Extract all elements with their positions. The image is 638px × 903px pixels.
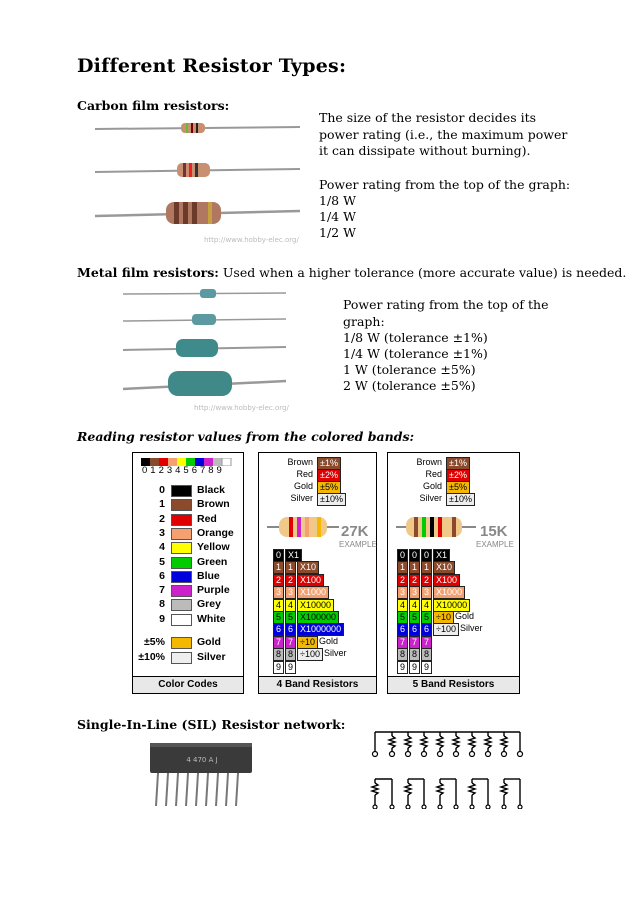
color-swatch — [171, 499, 192, 511]
band-multiplier-color: Silver — [460, 623, 483, 634]
band-value-row — [273, 561, 320, 573]
band-digit: 3 — [397, 586, 408, 599]
band-multiplier: ÷10 — [297, 636, 318, 649]
band-digit: 4 — [409, 599, 420, 612]
band-digit: 4 — [421, 599, 432, 612]
band-value-row — [273, 611, 340, 623]
four-band-panel — [258, 452, 377, 694]
tolerance-value: ±5% — [446, 481, 470, 494]
band-digit: 0 — [397, 549, 408, 562]
band-digit: 6 — [273, 623, 284, 636]
tolerance-color-name: Gold — [197, 636, 221, 648]
band-digit: 7 — [273, 636, 284, 649]
color-code-digit: 7 — [159, 584, 165, 597]
band-value-row — [273, 599, 335, 611]
band-value-row — [273, 636, 338, 648]
band-value-row — [397, 623, 483, 635]
band-digit: 3 — [409, 586, 420, 599]
band-value-row — [273, 623, 345, 635]
tolerance-value: ±5% — [317, 481, 341, 494]
band-value-row — [397, 661, 433, 673]
band-multiplier: X10 — [433, 561, 455, 574]
carbon-resistor-photo — [90, 112, 305, 247]
tolerance-color-name: Brown — [416, 457, 442, 467]
band-digit: 8 — [421, 648, 432, 661]
band-digit: 4 — [397, 599, 408, 612]
five-band-example-label: EXAMPLE — [476, 540, 514, 549]
band-digit: 0 — [421, 549, 432, 562]
color-code-name: Yellow — [197, 541, 230, 554]
band-digit: 6 — [409, 623, 420, 636]
color-code-digit: 8 — [159, 598, 165, 611]
color-code-name: Orange — [197, 526, 234, 539]
band-digit: 2 — [421, 574, 432, 587]
color-codes-footer: Color Codes — [133, 676, 243, 693]
color-code-name: Red — [197, 512, 217, 525]
band-value-row — [273, 648, 347, 660]
band-value-row — [273, 549, 303, 561]
band-multiplier: X1000000 — [297, 623, 344, 636]
band-digit: 3 — [285, 586, 296, 599]
band-digit: 6 — [421, 623, 432, 636]
color-swatch — [171, 542, 192, 554]
color-code-name: Green — [197, 555, 228, 568]
five-band-footer: 5 Band Resistors — [388, 676, 519, 693]
color-swatch — [171, 557, 192, 569]
band-digit: 3 — [273, 586, 284, 599]
carbon-rating-2: 1/4 W — [319, 209, 356, 224]
color-swatch — [171, 528, 192, 540]
digit-row: 0123456789 — [142, 465, 225, 476]
carbon-rating-intro: Power rating from the top of the graph: — [319, 177, 571, 192]
band-multiplier: X1 — [433, 549, 450, 562]
color-code-digit: 1 — [159, 498, 165, 511]
page-title: Different Resistor Types: — [77, 55, 347, 77]
band-digit: 5 — [397, 611, 408, 624]
band-digit: 8 — [397, 648, 408, 661]
tolerance-value: ±2% — [446, 469, 470, 482]
band-digit: 1 — [285, 561, 296, 574]
tolerance-color-name: Red — [296, 469, 313, 479]
color-code-digit: 2 — [159, 512, 165, 525]
band-value-row — [397, 599, 471, 611]
band-value-row — [273, 574, 325, 586]
band-digit: 9 — [421, 661, 432, 674]
color-code-name: Grey — [197, 598, 221, 611]
band-digit: 5 — [273, 611, 284, 624]
band-digit: 7 — [285, 636, 296, 649]
band-digit: 1 — [397, 561, 408, 574]
band-digit: 5 — [409, 611, 420, 624]
color-code-digit: 9 — [159, 612, 165, 625]
tolerance-value: ±10% — [446, 493, 475, 506]
color-code-digit: 4 — [159, 541, 165, 554]
color-swatch — [171, 585, 192, 597]
tolerance-value: ±10% — [317, 493, 346, 506]
color-swatch — [171, 652, 192, 664]
metal-photo-credit: http://www.hobby-elec.org/ — [194, 404, 289, 412]
band-multiplier: X100 — [297, 574, 324, 587]
band-digit: 6 — [285, 623, 296, 636]
four-band-example-value: 27K — [341, 523, 369, 540]
carbon-description: The size of the resistor decides its power rating (i.e., the maximum power it can dissipate without burning). — [319, 110, 568, 158]
band-digit: 4 — [273, 599, 284, 612]
band-multiplier: ÷10 — [433, 611, 454, 624]
four-band-resistor-drawing — [267, 511, 339, 543]
tolerance-color-name: Gold — [422, 481, 442, 491]
color-code-name: Black — [197, 484, 226, 496]
metal-description: Used when a higher tolerance (more accurate value) is needed. — [218, 265, 627, 280]
five-band-example-value: 15K — [480, 523, 508, 540]
five-band-panel — [387, 452, 520, 694]
metal-rating-2: 1/4 W (tolerance ±1%) — [343, 346, 488, 361]
band-multiplier: ÷100 — [297, 648, 323, 661]
metal-rating-3: 1 W (tolerance ±5%) — [343, 362, 476, 377]
metal-rating-intro: Power rating from the top of the graph: — [343, 297, 549, 329]
color-swatch — [171, 614, 192, 626]
band-value-row — [397, 636, 433, 648]
band-multiplier: ÷100 — [433, 623, 459, 636]
color-code-digit: 5 — [159, 555, 165, 568]
band-value-row — [397, 648, 433, 660]
reading-heading: Reading resistor values from the colored bands: — [77, 429, 415, 444]
band-digit: 7 — [409, 636, 420, 649]
carbon-photo-credit: http://www.hobby-elec.org/ — [204, 236, 299, 244]
band-digit: 2 — [285, 574, 296, 587]
band-digit: 9 — [285, 661, 296, 674]
tolerance-value: ±2% — [317, 469, 341, 482]
band-digit: 5 — [421, 611, 432, 624]
color-swatch — [171, 485, 192, 497]
band-digit: 2 — [273, 574, 284, 587]
tolerance-value: ±1% — [446, 457, 470, 470]
color-swatch — [171, 514, 192, 526]
color-code-name: Purple — [197, 584, 230, 597]
metal-rating-1: 1/8 W (tolerance ±1%) — [343, 330, 488, 345]
band-digit: 8 — [285, 648, 296, 661]
band-multiplier: X1000 — [433, 586, 465, 599]
sil-schematic — [368, 727, 528, 809]
band-digit: 3 — [421, 586, 432, 599]
color-code-name: Brown — [197, 498, 230, 511]
band-value-row — [273, 661, 297, 673]
color-code-name: Blue — [197, 569, 220, 582]
band-value-row — [273, 586, 330, 598]
sil-heading: Single-In-Line (SIL) Resistor network: — [77, 717, 346, 732]
band-digit: 1 — [273, 561, 284, 574]
tolerance-value: ±1% — [317, 457, 341, 470]
carbon-rating-1: 1/8 W — [319, 193, 356, 208]
band-multiplier: X100 — [433, 574, 460, 587]
band-multiplier-color: Silver — [324, 648, 347, 659]
band-digit: 6 — [397, 623, 408, 636]
band-digit: 7 — [397, 636, 408, 649]
metal-resistor-photo — [118, 283, 290, 413]
tolerance-value: ±10% — [138, 651, 165, 663]
color-code-digit: 3 — [159, 526, 165, 539]
band-digit: 4 — [285, 599, 296, 612]
band-digit: 2 — [409, 574, 420, 587]
color-code-digit: 0 — [159, 484, 165, 496]
band-digit: 9 — [273, 661, 284, 674]
band-multiplier: X1 — [285, 549, 302, 562]
sil-chip-label: 4 470 A J — [186, 756, 218, 764]
band-multiplier: X10000 — [297, 599, 334, 612]
metal-heading: Metal film resistors: — [77, 265, 219, 280]
band-value-row — [397, 561, 456, 573]
band-multiplier: X1000 — [297, 586, 329, 599]
band-digit: 1 — [409, 561, 420, 574]
color-swatch — [171, 637, 192, 649]
sil-chip-photo — [140, 740, 260, 812]
band-value-row — [397, 586, 466, 598]
five-band-resistor-drawing — [396, 511, 476, 543]
tolerance-color-name: Silver — [290, 493, 313, 503]
four-band-example-label: EXAMPLE — [339, 540, 377, 549]
band-digit: 0 — [273, 549, 284, 562]
color-swatch — [171, 571, 192, 583]
band-digit: 7 — [421, 636, 432, 649]
band-value-row — [397, 574, 461, 586]
color-swatch — [171, 599, 192, 611]
band-digit: 2 — [397, 574, 408, 587]
tolerance-value: ±5% — [144, 636, 165, 648]
metal-rating-4: 2 W (tolerance ±5%) — [343, 378, 476, 393]
carbon-rating-3: 1/2 W — [319, 225, 356, 240]
band-multiplier-color: Gold — [455, 611, 475, 621]
tolerance-color-name: Red — [425, 469, 442, 479]
band-value-row — [397, 611, 474, 623]
band-digit: 0 — [409, 549, 420, 562]
band-digit: 9 — [397, 661, 408, 674]
color-codes-panel — [132, 452, 244, 694]
tolerance-color-name: Silver — [197, 651, 226, 663]
color-code-name: White — [197, 612, 226, 625]
band-value-row — [397, 549, 451, 561]
four-band-footer: 4 Band Resistors — [259, 676, 376, 693]
band-multiplier-color: Gold — [318, 635, 338, 646]
band-digit: 8 — [409, 648, 420, 661]
tolerance-color-name: Gold — [293, 481, 313, 491]
band-digit: 5 — [285, 611, 296, 624]
band-digit: 1 — [421, 561, 432, 574]
band-multiplier: X10 — [297, 561, 319, 574]
tolerance-color-name: Brown — [287, 457, 313, 467]
band-digit: 9 — [409, 661, 420, 674]
band-multiplier: X100000 — [297, 611, 339, 624]
band-digit: 8 — [273, 648, 284, 661]
carbon-heading: Carbon film resistors: — [77, 98, 230, 113]
band-multiplier: X10000 — [433, 599, 470, 612]
tolerance-color-name: Silver — [419, 493, 442, 503]
color-code-digit: 6 — [159, 569, 165, 582]
metal-line — [77, 265, 626, 282]
